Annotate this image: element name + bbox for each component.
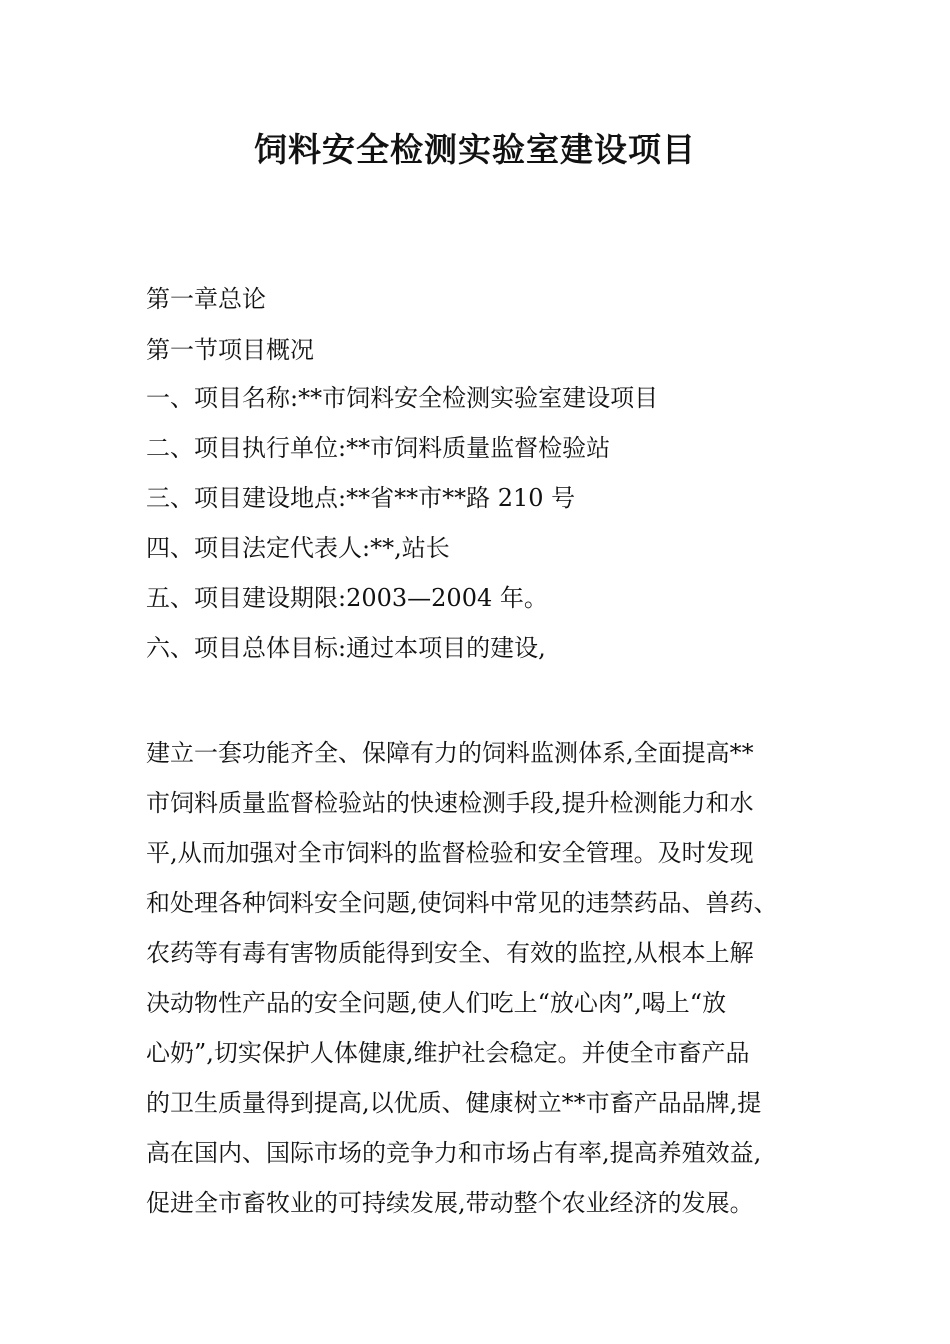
document-title: 饲料安全检测实验室建设项目 xyxy=(254,130,696,169)
paragraph-line: 的卫生质量得到提高,以优质、健康树立**市畜产品品牌,提 xyxy=(146,1089,762,1117)
item-overall-goal: 六、项目总体目标:通过本项目的建设, xyxy=(146,634,546,662)
item-location: 三、项目建设地点:**省**市**路 210 号 xyxy=(146,484,576,512)
section-heading: 第一节项目概况 xyxy=(146,336,314,364)
item-project-name: 一、项目名称:**市饲料安全检测实验室建设项目 xyxy=(146,384,659,412)
item-legal-representative: 四、项目法定代表人:**,站长 xyxy=(146,534,450,562)
paragraph-line: 农药等有毒有害物质能得到安全、有效的监控,从根本上解 xyxy=(146,939,754,967)
item-construction-period: 五、项目建设期限:2003—2004 年。 xyxy=(146,584,548,612)
paragraph-line: 和处理各种饲料安全问题,使饲料中常见的违禁药品、兽药、 xyxy=(146,889,778,917)
paragraph-line: 平,从而加强对全市饲料的监督检验和安全管理。及时发现 xyxy=(146,839,754,867)
paragraph-line: 决动物性产品的安全问题,使人们吃上“放心肉”,喝上“放 xyxy=(146,989,727,1017)
paragraph-line: 促进全市畜牧业的可持续发展,带动整个农业经济的发展。 xyxy=(146,1189,754,1217)
goal-paragraph xyxy=(146,728,816,1228)
item-executing-unit: 二、项目执行单位:**市饲料质量监督检验站 xyxy=(146,434,611,462)
paragraph-line: 心奶”,切实保护人体健康,维护社会稳定。并使全市畜产品 xyxy=(146,1039,750,1067)
paragraph-line: 高在国内、国际市场的竞争力和市场占有率,提高养殖效益, xyxy=(146,1139,762,1167)
chapter-heading: 第一章总论 xyxy=(146,285,266,313)
paragraph-line: 市饲料质量监督检验站的快速检测手段,提升检测能力和水 xyxy=(146,789,754,817)
paragraph-line: 建立一套功能齐全、保障有力的饲料监测体系,全面提高** xyxy=(146,739,754,767)
